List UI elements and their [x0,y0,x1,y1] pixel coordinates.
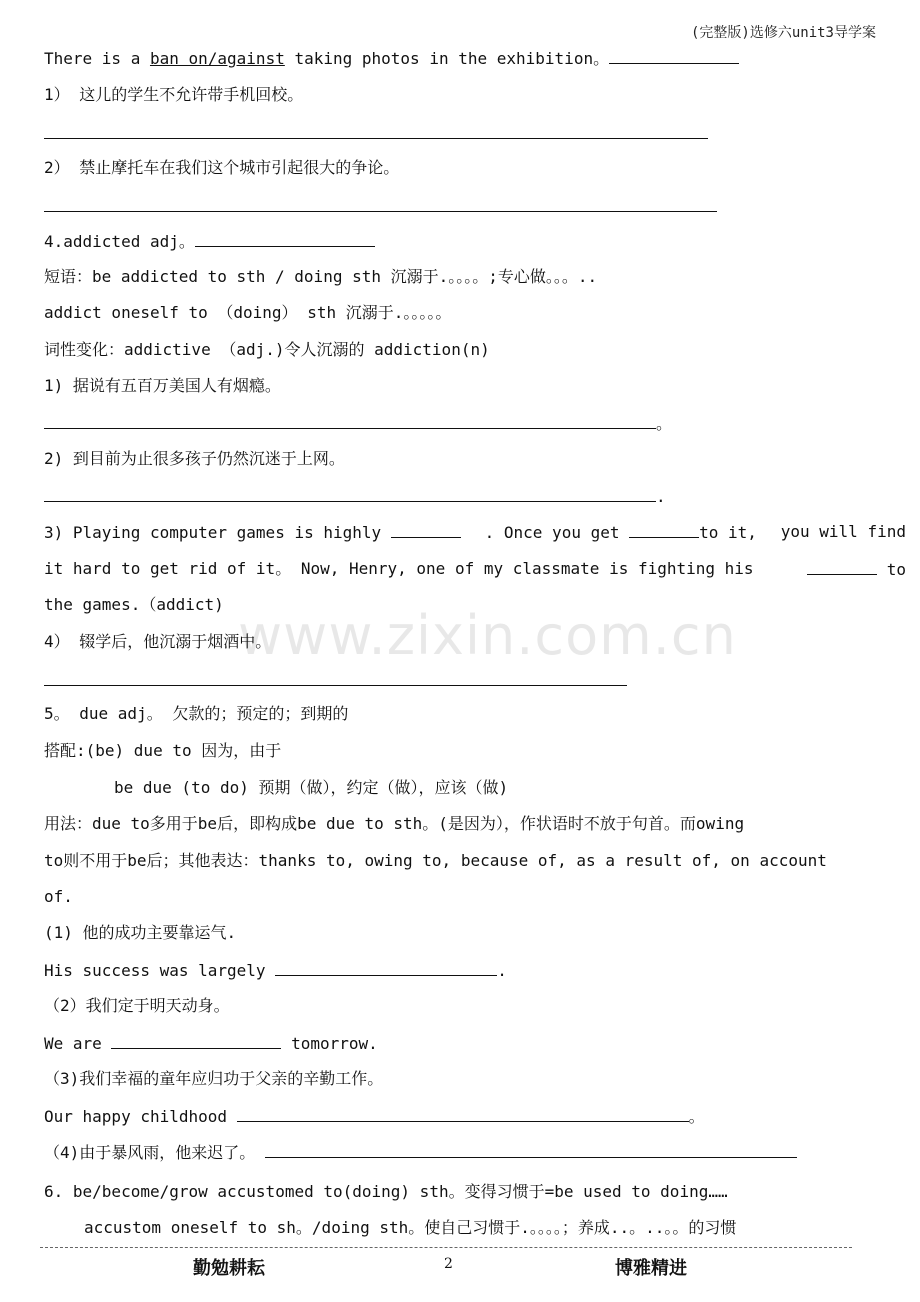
answer-blank[interactable] [629,521,699,538]
addicted-phrase-2: addict oneself to （doing） sth 沉溺于.。。。。。 [44,303,452,322]
answer-blank[interactable] [195,230,375,247]
answer-blank[interactable] [807,558,877,575]
addicted-question-4: 4） 辍学后，他沉溺于烟酒中。 [44,632,272,651]
footer-right-motto: 博雅精进 [615,1258,687,1279]
due-collocation-2: be due (to do) 预期（做），约定（做），应该（做) [114,778,509,797]
answer-line-ban-2[interactable] [44,211,717,212]
due-question-2: （2）我们定于明天动身。 [44,996,230,1015]
addicted-question-3-line-3: the games.（addict) [44,595,224,614]
answer-blank[interactable] [237,1105,689,1122]
answer-blank[interactable] [44,412,656,429]
due-usage-1: 用法：due to多用于be后，即构成be due to sth。(是因为），作状语时不放于句首。而owing [44,814,745,833]
accustomed-line-2: accustom oneself to sh。/doing sth。使自己习惯于.。。。。；养成..。..。。的习惯 [84,1218,737,1237]
footer-divider [40,1247,852,1248]
answer-blank[interactable] [609,47,739,64]
due-answer-2: We are tomorrow. [44,1034,378,1053]
addicted-question-1: 1) 据说有五百万美国人有烟瘾。 [44,376,281,395]
addicted-heading-text: 4.addicted adj。 [44,232,195,251]
ban-question-2: 2） 禁止摩托车在我们这个城市引起很大的争论。 [44,158,400,177]
answer-blank[interactable] [111,1032,281,1049]
due-answer-1: His success was largely . [44,961,507,980]
due-question-3: （3)我们幸福的童年应归功于父亲的辛勤工作。 [44,1069,384,1088]
answer-blank[interactable] [44,485,656,502]
accustomed-heading: 6. be/become/grow accustomed to(doing) sth。变得习惯于=be used to doing…… [44,1182,728,1201]
addicted-question-3-line-1: 3) Playing computer games is highly . Once you get to it, you will find [44,522,906,542]
answer-line-addicted-4[interactable] [44,685,627,686]
due-question-4: （4)由于暴风雨，他来迟了。 [44,1141,797,1164]
watermark: www.zixin.com.cn [238,604,737,667]
addicted-answer-2: . [44,485,666,508]
addicted-heading [44,230,375,253]
addicted-question-3-line-2: it hard to get rid of it。 Now, Henry, one of my classmate is fighting his to [44,559,906,579]
footer-left-motto: 勤勉耕耘 [193,1258,265,1279]
addicted-answer-1: 。 [44,412,672,435]
answer-blank[interactable] [275,959,497,976]
due-heading: 5。 due adj。 欠款的；预定的；到期的 [44,704,349,723]
addicted-phrase-1: 短语：be addicted to sth / doing sth 沉溺于.。。。。;专心做。。。.. [44,267,598,286]
ban-example-post: taking photos in the exhibition。 [284,49,610,68]
ban-example [44,47,739,70]
answer-blank[interactable] [265,1141,797,1158]
due-collocation-1: 搭配:(be) due to 因为，由于 [44,741,282,760]
due-question-1: (1) 他的成功主要靠运气. [44,923,237,942]
answer-blank[interactable] [391,521,461,538]
due-usage-3: of. [44,887,73,906]
due-usage-2: to则不用于be后；其他表达：thanks to, owing to, because of, as a result of, on account [44,851,827,870]
ban-example-underlined: ban on/against [149,49,285,68]
page-header: (完整版)选修六unit3导学案 [690,25,876,41]
page-number: 2 [444,1256,453,1272]
addicted-word-forms: 词性变化：addictive （adj.)令人沉溺的 addiction(n) [44,340,490,359]
due-answer-3: Our happy childhood 。 [44,1107,705,1126]
ban-example-pre: There is a [44,49,150,68]
addicted-question-2: 2) 到目前为止很多孩子仍然沉迷于上网。 [44,449,345,468]
answer-line-ban-1[interactable] [44,138,708,139]
ban-question-1: 1） 这儿的学生不允许带手机回校。 [44,85,304,104]
